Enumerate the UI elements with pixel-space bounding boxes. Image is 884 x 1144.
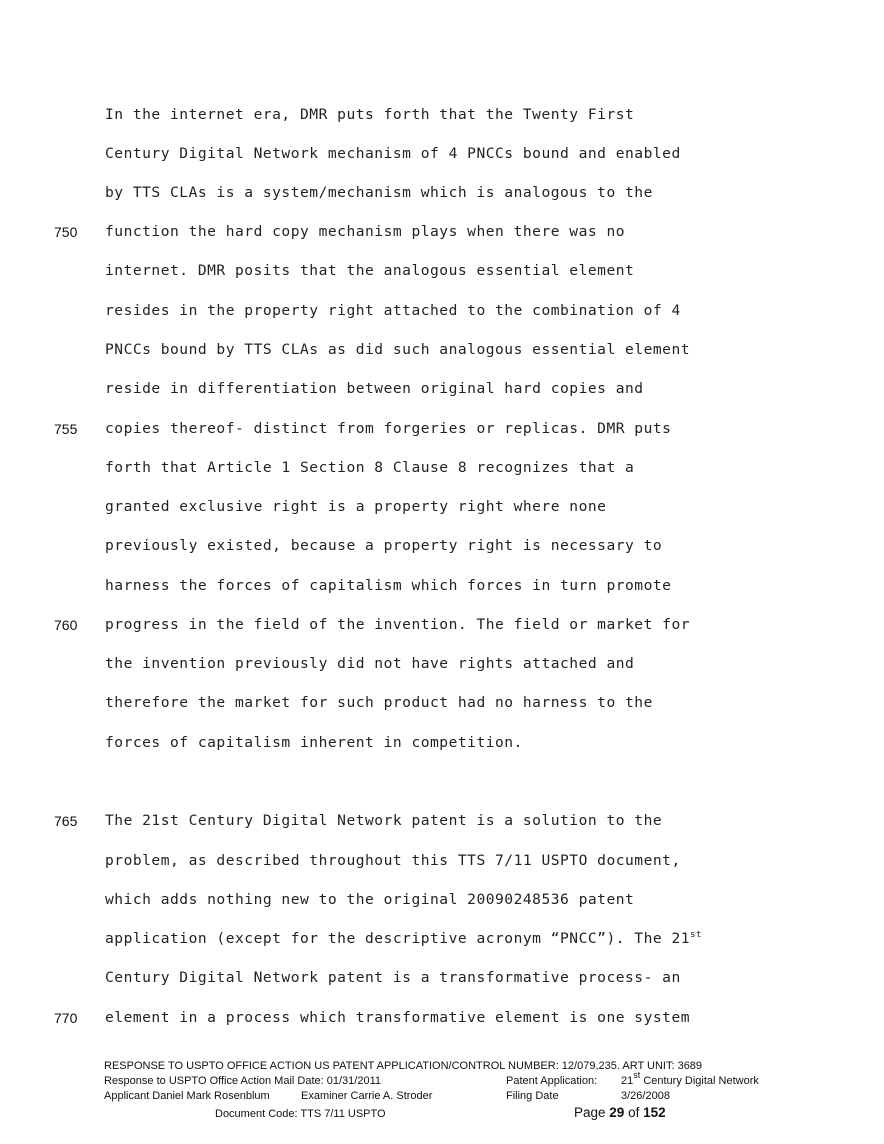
body-line: problem, as described throughout this TTS 7/11 USPTO document,	[105, 852, 681, 869]
footer-patent-app-label: Patent Application:	[506, 1075, 598, 1087]
footer-mail-date: Response to USPTO Office Action Mail Date: 01/31/2011	[104, 1075, 381, 1087]
page-current: 29	[609, 1105, 625, 1120]
body-line: by TTS CLAs is a system/mechanism which is analogous to the	[105, 184, 653, 201]
body-line: In the internet era, DMR puts forth that the Twenty First	[105, 106, 635, 123]
page-total: 152	[643, 1105, 666, 1120]
page-word: Page	[574, 1105, 610, 1120]
body-line	[105, 930, 702, 948]
body-line: internet. DMR posits that the analogous essential element	[105, 262, 635, 279]
body-line: function the hard copy mechanism plays when there was no	[105, 223, 626, 240]
line-number: 765	[54, 813, 78, 829]
body-line: Century Digital Network patent is a transformative process- an	[105, 969, 681, 986]
footer-patent-app	[621, 1070, 759, 1088]
body-line: therefore the market for such product had no harness to the	[105, 694, 653, 711]
body-line: reside in differentiation between original hard copies and	[105, 380, 644, 397]
footer-applicant: Applicant Daniel Mark Rosenblum	[104, 1090, 270, 1102]
body-line: previously existed, because a property right is necessary to	[105, 537, 663, 554]
body-line: The 21st Century Digital Network patent is a solution to the	[105, 812, 663, 829]
footer-filing-date: 3/26/2008	[621, 1090, 670, 1102]
superscript: st	[633, 1070, 641, 1080]
footer-header-line: RESPONSE TO USPTO OFFICE ACTION US PATENT APPLICATION/CONTROL NUMBER: 12/079,235. ART UNIT: 3689	[104, 1060, 703, 1072]
footer-filing-label: Filing Date	[506, 1090, 559, 1102]
body-line: harness the forces of capitalism which forces in turn promote	[105, 577, 672, 594]
body-line: PNCCs bound by TTS CLAs as did such analogous essential element	[105, 341, 691, 358]
body-line: forces of capitalism inherent in competition.	[105, 734, 523, 751]
body-line: resides in the property right attached to the combination of 4	[105, 302, 681, 319]
line-number: 770	[54, 1010, 78, 1026]
body-line: progress in the field of the invention. The field or market for	[105, 616, 691, 633]
footer-patent-app-rest: Century Digital Network	[640, 1075, 759, 1087]
footer-doc-code: Document Code: TTS 7/11 USPTO	[215, 1108, 386, 1120]
line-number: 750	[54, 224, 78, 240]
body-line: forth that Article 1 Section 8 Clause 8 recognizes that a	[105, 459, 635, 476]
body-line: element in a process which transformative element is one system	[105, 1009, 691, 1026]
body-line: granted exclusive right is a property right where none	[105, 498, 607, 515]
footer-patent-app-num: 21	[621, 1075, 634, 1087]
superscript: st	[690, 930, 702, 940]
line-number: 760	[54, 617, 78, 633]
body-line-text: application (except for the descriptive acronym “PNCC”). The 21	[105, 930, 691, 947]
page-of: of	[624, 1105, 644, 1120]
body-line: Century Digital Network mechanism of 4 PNCCs bound and enabled	[105, 145, 681, 162]
line-number: 755	[54, 421, 78, 437]
body-line: the invention previously did not have rights attached and	[105, 655, 635, 672]
footer-examiner: Examiner Carrie A. Stroder	[301, 1090, 433, 1102]
page-number	[574, 1105, 666, 1121]
body-line: which adds nothing new to the original 20090248536 patent	[105, 891, 635, 908]
body-line: copies thereof- distinct from forgeries or replicas. DMR puts	[105, 420, 672, 437]
